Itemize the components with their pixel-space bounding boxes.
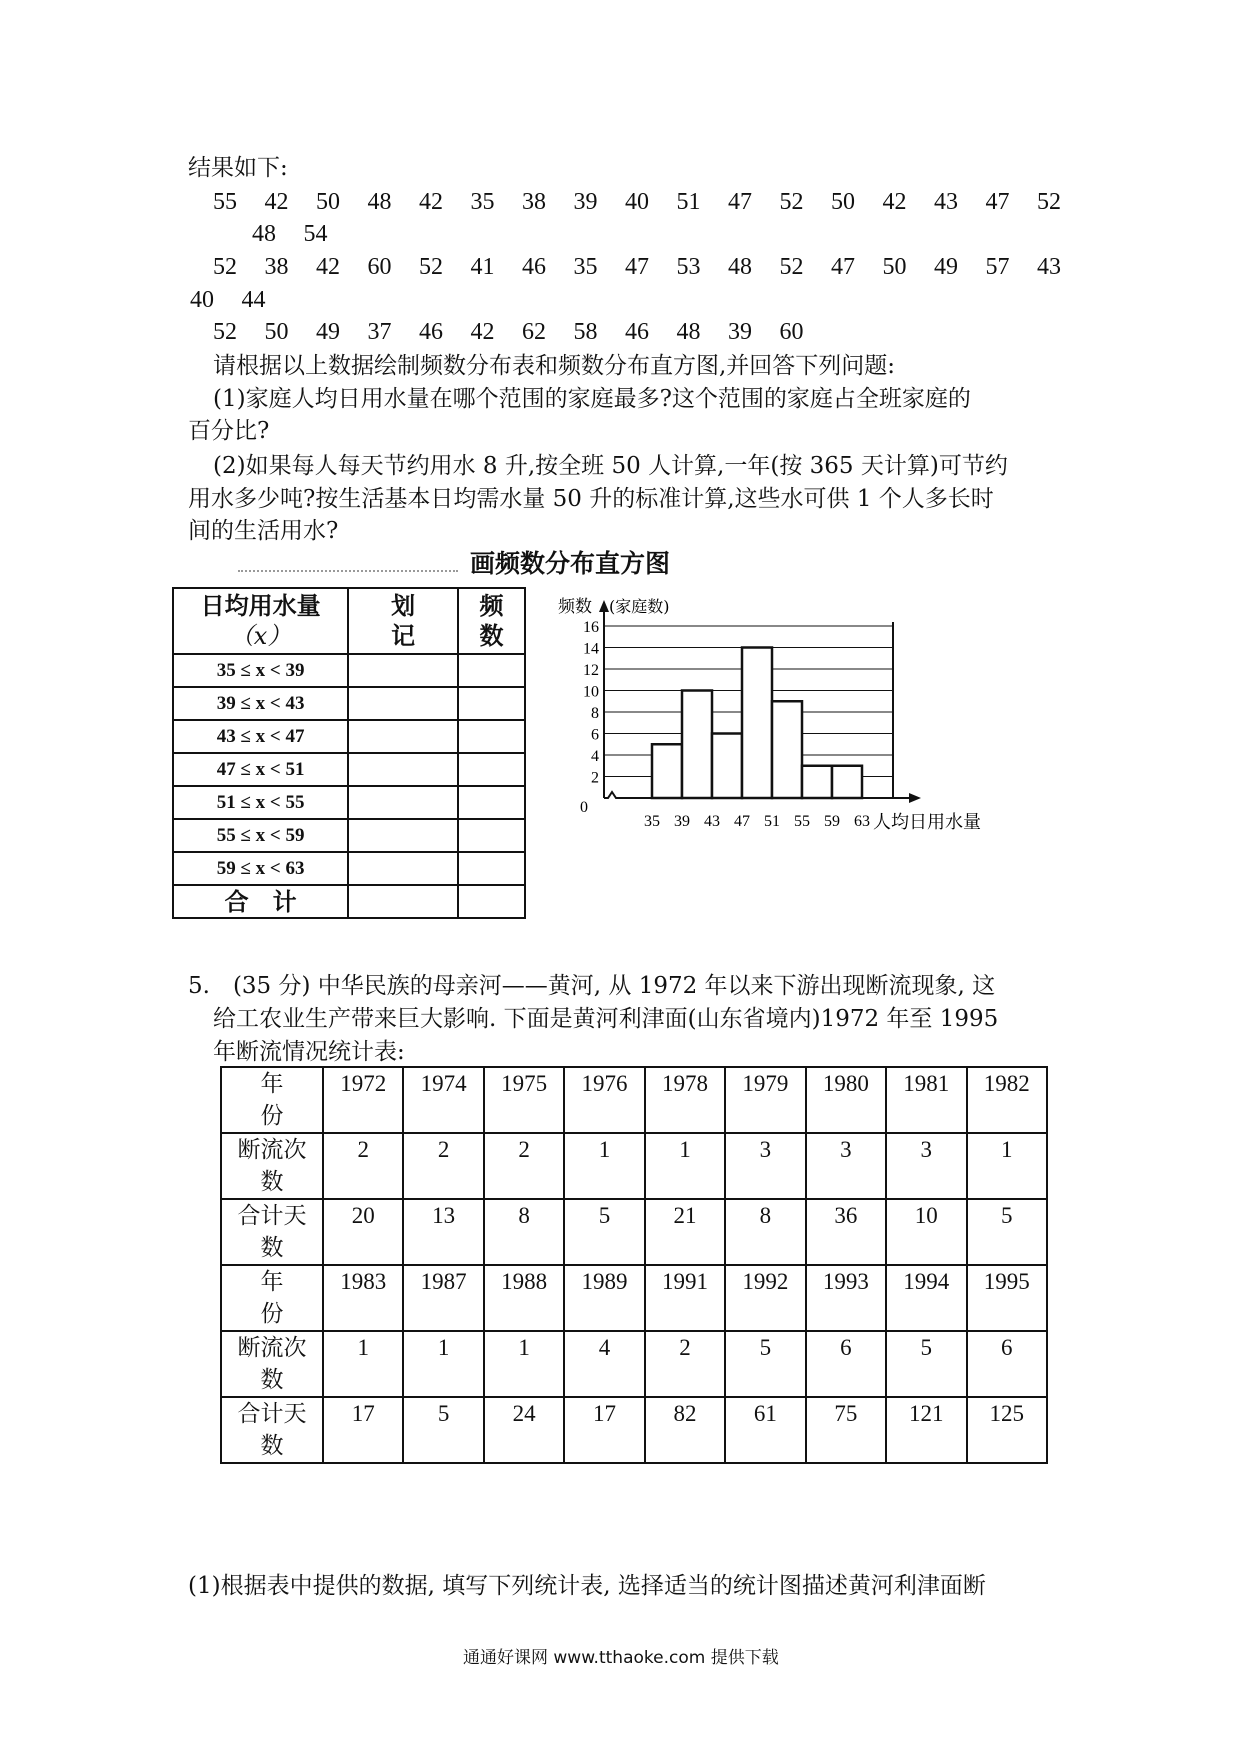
table-cell: 1	[484, 1331, 564, 1397]
data-row-1	[213, 186, 1089, 218]
data-value: 48	[728, 254, 752, 280]
row-label-line: 年	[260, 1269, 284, 1295]
x-tick-label: 55	[794, 813, 810, 830]
histogram-bar	[682, 691, 712, 799]
table-cell: 1974	[403, 1067, 483, 1133]
intro-text: 结果如下:	[188, 155, 288, 181]
data-value: 50	[316, 189, 340, 215]
table-cell: 1988	[484, 1265, 564, 1331]
table-row	[221, 1331, 1047, 1397]
table-cell: 17	[323, 1397, 403, 1463]
tally-cell[interactable]	[348, 852, 458, 885]
data-value: 40	[625, 189, 649, 215]
table-cell: 17	[564, 1397, 644, 1463]
x-axis-label: 人均日用水量	[873, 812, 981, 833]
data-value: 49	[934, 254, 958, 280]
data-value: 42	[316, 254, 340, 280]
y-axis-label: 频数	[558, 597, 592, 617]
x-axis-arrow	[909, 793, 921, 803]
data-value: 41	[470, 254, 495, 280]
table-row	[173, 786, 525, 819]
table-cell: 1975	[484, 1067, 564, 1133]
data-value: 47	[625, 254, 649, 280]
data-value: 47	[831, 254, 855, 280]
table-row	[173, 819, 525, 852]
table-cell: 2	[645, 1331, 725, 1397]
y-axis-arrow	[599, 600, 609, 612]
question-1-line-1: (1)家庭人均日用水量在哪个范围的家庭最多?这个范围的家庭占全班家庭的	[213, 386, 971, 412]
question-1-line-2: 百分比?	[188, 418, 270, 444]
histogram-heading: 画频数分布直方图	[470, 549, 671, 578]
instruction-text: 请根据以上数据绘制频数分布表和频数分布直方图,并回答下列问题:	[213, 353, 896, 379]
data-value: 50	[264, 319, 289, 345]
histogram-bar	[652, 744, 682, 798]
header-tally-line1: 划	[391, 591, 416, 620]
data-row-5	[213, 316, 831, 348]
data-value: 42	[264, 189, 289, 215]
header-water-usage-line1: 日均用水量	[200, 591, 321, 620]
tally-cell[interactable]	[348, 687, 458, 720]
data-value: 60	[779, 319, 804, 345]
table-cell: 1994	[886, 1265, 966, 1331]
tally-cell[interactable]	[348, 753, 458, 786]
y-tick-label: 10	[583, 683, 599, 701]
data-value: 55	[213, 189, 237, 215]
table-row	[221, 1067, 1047, 1133]
table-cell: 1976	[564, 1067, 644, 1133]
histogram-bar	[742, 648, 772, 799]
table-cell: 1993	[806, 1265, 886, 1331]
histogram-bar	[832, 766, 862, 798]
table-cell: 1983	[323, 1265, 403, 1331]
x-tick-label: 39	[674, 813, 690, 830]
row-label	[221, 1397, 323, 1463]
table-cell: 1	[323, 1331, 403, 1397]
data-row-3	[213, 251, 1089, 283]
data-value: 40	[190, 287, 214, 313]
tally-cell[interactable]	[348, 819, 458, 852]
y-tick-label: 4	[591, 748, 599, 765]
problem-5-line-1: 5. (35 分) 中华民族的母亲河——黄河, 从 1972 年以来下游出现断流现象, 这	[188, 973, 996, 999]
x-tick-label: 47	[734, 813, 750, 830]
table-cell: 6	[806, 1331, 886, 1397]
table-cell: 121	[886, 1397, 966, 1463]
table-cell: 1972	[323, 1067, 403, 1133]
table-cell: 5	[886, 1331, 966, 1397]
data-value: 35	[470, 189, 495, 215]
row-label	[221, 1265, 323, 1331]
table-row	[173, 720, 525, 753]
table-row	[221, 1397, 1047, 1463]
data-value: 52	[419, 254, 443, 280]
data-value: 47	[985, 189, 1010, 215]
problem-5-line-3: 年断流情况统计表:	[213, 1039, 405, 1065]
y-tick-label: 2	[591, 769, 599, 787]
y-tick-label: 14	[583, 640, 599, 658]
question-2-line-2: 用水多少吨?按生活基本日均需水量 50 升的标准计算,这些水可供 1 个人多长时	[188, 486, 994, 512]
table-cell: 20	[323, 1199, 403, 1265]
table-cell: 125	[967, 1397, 1048, 1463]
table-cell: 2	[484, 1133, 564, 1199]
dotted-leader	[238, 570, 458, 572]
row-label-line: 合计天	[237, 1401, 307, 1427]
data-value: 48	[252, 221, 276, 247]
data-value: 53	[676, 254, 701, 280]
histogram-bar	[772, 701, 802, 798]
table-cell: 82	[645, 1397, 725, 1463]
table-cell: 1995	[967, 1265, 1048, 1331]
data-value: 42	[470, 319, 495, 345]
table-cell: 8	[725, 1199, 805, 1265]
row-label-line: 份	[260, 1301, 284, 1327]
y-axis-label-note: (家庭数)	[609, 597, 670, 616]
data-value: 51	[676, 189, 701, 215]
data-value: 52	[213, 319, 237, 345]
data-value: 58	[573, 319, 598, 345]
table-cell: 1982	[967, 1067, 1048, 1133]
range-label: 55 ≤ x < 59	[173, 819, 348, 852]
data-value: 50	[882, 254, 907, 280]
table-cell: 8	[484, 1199, 564, 1265]
data-value: 50	[831, 189, 855, 215]
table-cell: 3	[725, 1133, 805, 1199]
data-value: 62	[522, 319, 546, 345]
x-tick-label: 63	[854, 813, 870, 830]
table-cell: 36	[806, 1199, 886, 1265]
table-cell: 5	[725, 1331, 805, 1397]
data-value: 42	[882, 189, 907, 215]
table-row	[173, 852, 525, 885]
data-value: 46	[419, 319, 443, 345]
data-value: 46	[625, 319, 649, 345]
data-row-4	[190, 284, 293, 316]
table-cell: 2	[323, 1133, 403, 1199]
question-2-line-3: 间的生活用水?	[188, 518, 339, 544]
table-cell: 1989	[564, 1265, 644, 1331]
row-label-line: 数	[260, 1235, 284, 1261]
header-frequency	[458, 588, 525, 654]
header-tally	[348, 588, 458, 654]
table-cell: 75	[806, 1397, 886, 1463]
table-row	[221, 1133, 1047, 1199]
table-cell: 1	[564, 1133, 644, 1199]
data-value: 52	[779, 189, 804, 215]
table-cell: 21	[645, 1199, 725, 1265]
table-row	[221, 1265, 1047, 1331]
data-value: 48	[676, 319, 701, 345]
x-tick-label: 51	[764, 813, 780, 830]
data-value: 37	[367, 319, 392, 345]
y-tick-label: 0	[580, 799, 588, 816]
header-frequency-line2: 数	[479, 621, 504, 650]
table-cell: 4	[564, 1331, 644, 1397]
data-value: 35	[573, 254, 598, 280]
range-label: 51 ≤ x < 55	[173, 786, 348, 819]
table-cell: 5	[564, 1199, 644, 1265]
tally-cell[interactable]	[348, 720, 458, 753]
table-cell: 1981	[886, 1067, 966, 1133]
question-2-line-1: (2)如果每人每天节约用水 8 升,按全班 50 人计算,一年(按 365 天计算)可节约	[213, 453, 1008, 479]
footer-text: 通通好课网 www.tthaoke.com 提供下载	[463, 1648, 779, 1668]
table-cell: 1	[645, 1133, 725, 1199]
table-cell: 10	[886, 1199, 966, 1265]
table-cell: 61	[725, 1397, 805, 1463]
river-cutoff-table	[220, 1066, 1048, 1464]
table-cell: 6	[967, 1331, 1048, 1397]
table-cell: 5	[403, 1397, 483, 1463]
data-value: 49	[316, 319, 340, 345]
x-tick-label: 35	[644, 813, 660, 830]
frequency-cell[interactable]	[458, 720, 525, 753]
histogram-bar	[712, 734, 742, 799]
y-tick-label: 6	[591, 726, 599, 744]
histogram-chart	[548, 585, 1008, 845]
table-row	[173, 654, 525, 687]
data-value: 47	[728, 189, 752, 215]
table-cell: 24	[484, 1397, 564, 1463]
total-label: 合 计	[173, 885, 348, 918]
row-label	[221, 1331, 323, 1397]
data-value: 48	[367, 189, 392, 215]
row-label-line: 数	[260, 1367, 284, 1393]
table-cell: 1	[403, 1331, 483, 1397]
table-cell: 2	[403, 1133, 483, 1199]
frequency-cell[interactable]	[458, 819, 525, 852]
row-label	[221, 1067, 323, 1133]
table-row	[173, 687, 525, 720]
table-cell: 3	[806, 1133, 886, 1199]
frequency-cell[interactable]	[458, 786, 525, 819]
data-value: 52	[213, 254, 237, 280]
row-label	[221, 1133, 323, 1199]
table-cell: 1987	[403, 1265, 483, 1331]
data-value: 54	[303, 221, 328, 247]
data-value: 43	[1037, 254, 1061, 280]
histogram-bar	[802, 766, 832, 798]
total-frequency-cell[interactable]	[458, 885, 525, 918]
frequency-cell[interactable]	[458, 852, 525, 885]
table-cell: 13	[403, 1199, 483, 1265]
range-label: 59 ≤ x < 63	[173, 852, 348, 885]
data-value: 42	[419, 189, 443, 215]
data-value: 43	[934, 189, 958, 215]
table-cell: 1	[967, 1133, 1048, 1199]
range-label: 43 ≤ x < 47	[173, 720, 348, 753]
row-label-line: 断流次	[237, 1137, 307, 1163]
row-label	[221, 1199, 323, 1265]
frequency-cell[interactable]	[458, 753, 525, 786]
table-cell: 1978	[645, 1067, 725, 1133]
header-water-usage-line2: （x）	[229, 622, 292, 650]
table-cell: 1991	[645, 1265, 725, 1331]
row-label-line: 合计天	[237, 1203, 307, 1229]
frequency-table	[172, 587, 526, 919]
tally-cell[interactable]	[348, 654, 458, 687]
table-cell: 3	[886, 1133, 966, 1199]
table-cell: 1992	[725, 1265, 805, 1331]
problem-5-line-2: 给工农业生产带来巨大影响. 下面是黄河利津面(山东省境内)1972 年至 1995	[213, 1006, 999, 1032]
table-cell: 1980	[806, 1067, 886, 1133]
tally-cell[interactable]	[348, 786, 458, 819]
header-frequency-line1: 频	[479, 591, 504, 620]
data-value: 52	[1037, 189, 1061, 215]
frequency-cell[interactable]	[458, 687, 525, 720]
table-row	[173, 753, 525, 786]
table-cell: 5	[967, 1199, 1048, 1265]
data-value: 57	[985, 254, 1010, 280]
range-label: 47 ≤ x < 51	[173, 753, 348, 786]
followup-question: (1)根据表中提供的数据, 填写下列统计表, 选择适当的统计图描述黄河利津面断	[188, 1573, 986, 1599]
range-label: 35 ≤ x < 39	[173, 654, 348, 687]
frequency-cell[interactable]	[458, 654, 525, 687]
data-value: 60	[367, 254, 392, 280]
data-value: 38	[264, 254, 289, 280]
row-label-line: 年	[260, 1071, 284, 1097]
data-value: 52	[779, 254, 804, 280]
data-row-2	[252, 218, 355, 250]
x-tick-label: 59	[824, 813, 840, 830]
y-tick-label: 12	[583, 662, 599, 679]
y-tick-label: 8	[591, 705, 599, 722]
row-label-line: 断流次	[237, 1335, 307, 1361]
x-tick-label: 43	[704, 813, 720, 830]
header-tally-line2: 记	[391, 621, 416, 650]
data-value: 39	[573, 189, 598, 215]
data-value: 39	[728, 319, 752, 345]
row-label-line: 份	[260, 1103, 284, 1129]
table-row	[221, 1199, 1047, 1265]
data-value: 44	[241, 287, 266, 313]
header-water-usage	[173, 588, 348, 654]
data-value: 38	[522, 189, 546, 215]
data-value: 46	[522, 254, 546, 280]
range-label: 39 ≤ x < 43	[173, 687, 348, 720]
table-cell: 1979	[725, 1067, 805, 1133]
row-label-line: 数	[260, 1433, 284, 1459]
total-tally-cell[interactable]	[348, 885, 458, 918]
row-label-line: 数	[260, 1169, 284, 1195]
y-tick-label: 16	[583, 619, 599, 636]
